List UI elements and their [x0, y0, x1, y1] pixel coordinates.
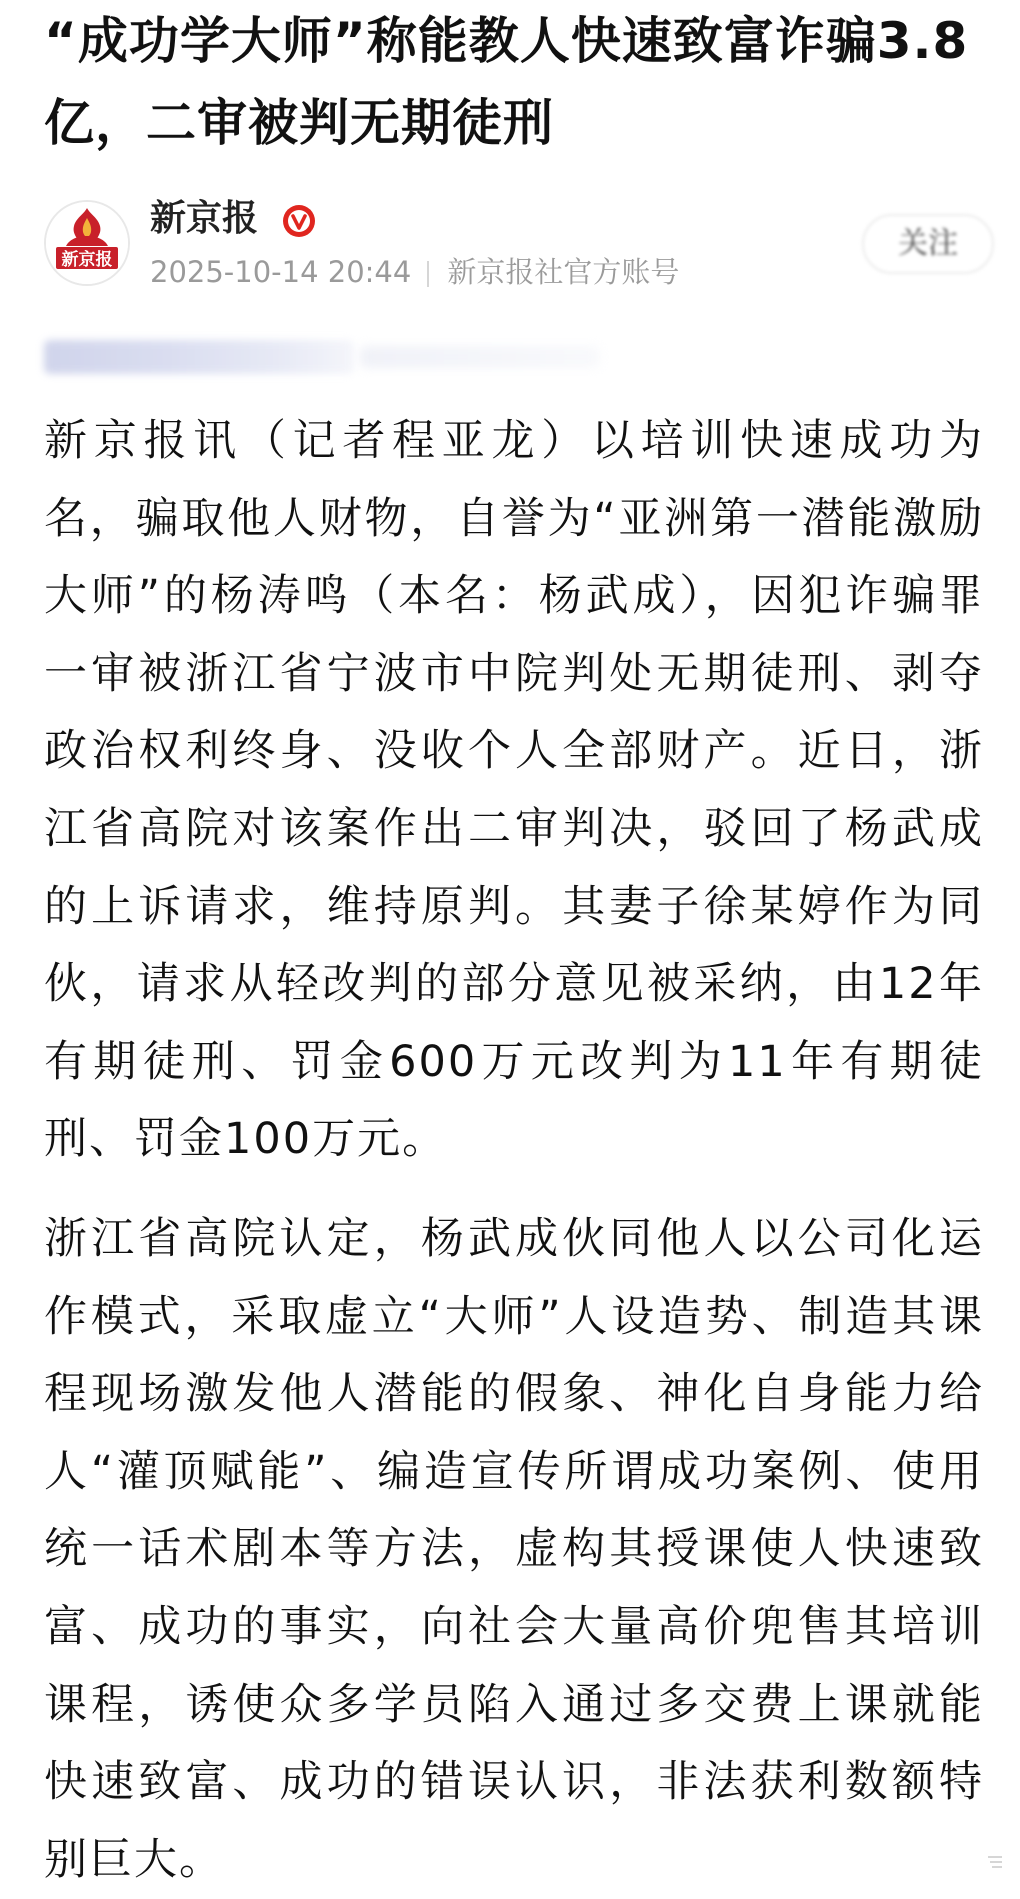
- scroll-indicator-icon: [986, 1852, 1004, 1870]
- publish-datetime: 2025-10-14 20:44: [150, 255, 412, 289]
- logo-text: 新京报: [61, 250, 113, 270]
- article-title: “成功学大师”称能教人快速致富诈骗3.8亿，二审被判无期徒刑: [44, 12, 969, 152]
- author-meta: [150, 252, 679, 292]
- meta-separator: [427, 261, 429, 287]
- blurred-redacted-region-tail: [360, 346, 600, 368]
- xinjingbao-logo: [46, 202, 128, 284]
- follow-button[interactable]: 关注: [862, 214, 994, 274]
- author-name[interactable]: 新京报: [150, 198, 259, 239]
- blurred-redacted-region: [44, 340, 354, 374]
- author-row: [44, 196, 984, 296]
- body-paragraph-1: 新京报讯（记者程亚龙）以培训快速成功为名，骗取他人财物，自誉为“亚洲第一潜能激励大师”的杨涛鸣（本名：杨武成），因犯诈骗罪一审被浙江省宁波市中院判处无期徒刑、剥夺政治权利终身、没收个人全部财产。近日，浙江省高院对该案作出二审判决，驳回了杨武成的上诉请求，维持原判。其妻子徐某婷作为同伙，请求从轻改判的部分意见被采纳，由12年有期徒刑、罚金600万元改判为11年有期徒刑、罚金100万元。: [44, 416, 984, 1165]
- body-paragraph-2: 浙江省高院认定，杨武成伙同他人以公司化运作模式，采取虚立“大师”人设造势、制造其课程现场激发他人潜能的假象、神化自身能力给人“灌顶赋能”、编造宣传所谓成功案例、使用统一话术剧本等方法，虚构其授课使人快速致富、成功的事实，向社会大量高价兜售其培训课程，诱使众多学员陷入通过多交费上课就能快速致富、成功的错误认识，非法获利数额特别巨大。: [44, 1214, 984, 1885]
- author-avatar[interactable]: [44, 200, 130, 286]
- account-type: 新京报社官方账号: [447, 255, 680, 289]
- verified-badge-icon: [282, 204, 316, 238]
